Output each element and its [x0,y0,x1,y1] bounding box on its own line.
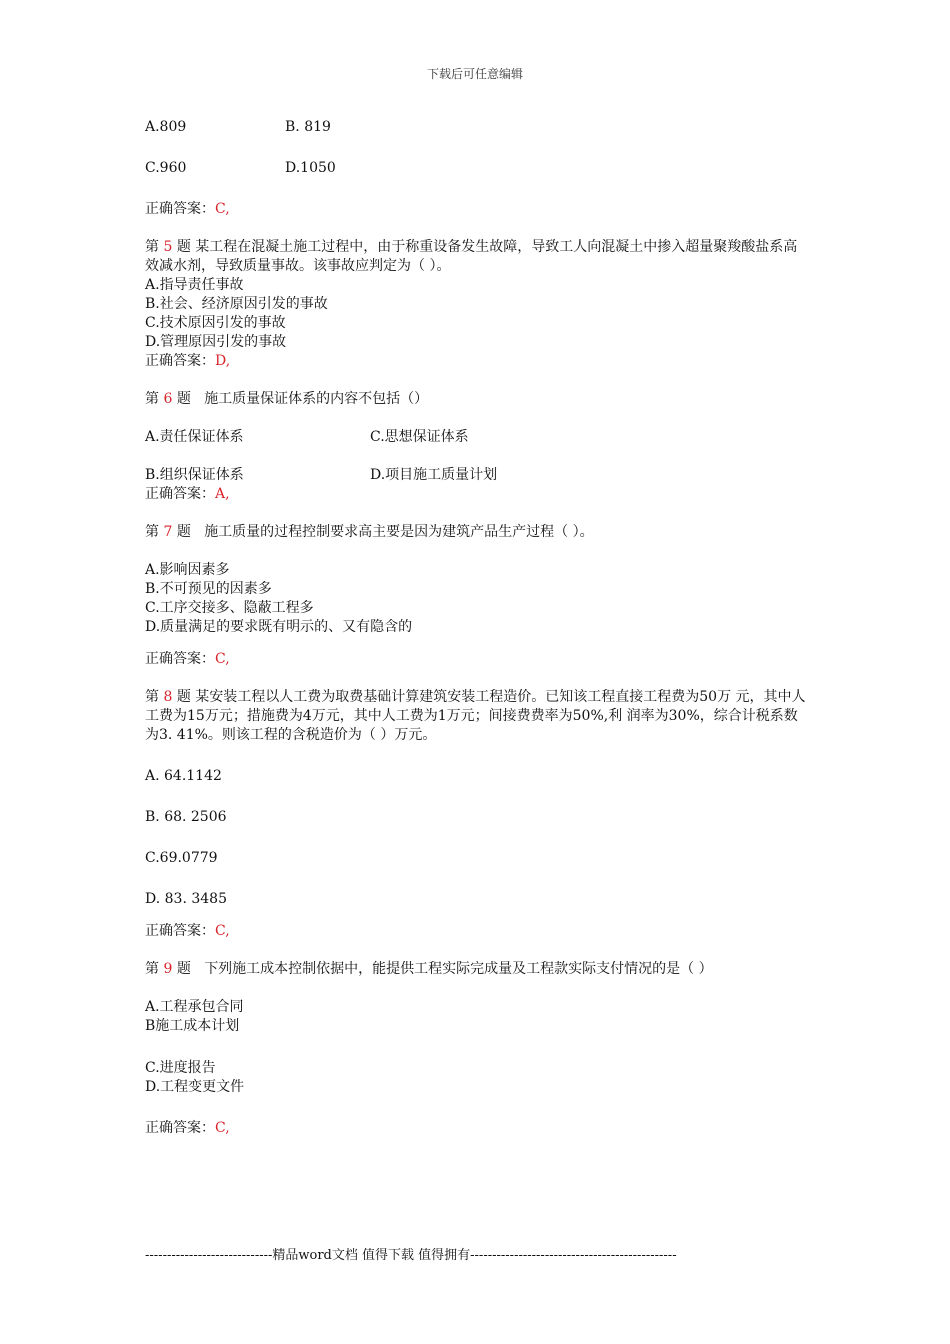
question-text: 下列施工成本控制依据中，能提供工程实际完成量及工程款实际支付情况的是（ ） [204,961,713,977]
page-footer: -----------------------------精品word文档 值得下载 值得拥有----------------------------------------------- [145,1248,677,1263]
option-row [145,466,810,485]
option-d: D.质量满足的要求既有明示的、又有隐含的 [145,619,413,635]
question-5: 第 5 题 某工程在混凝土施工过程中，由于称重设备发生故障，导致工人向混凝土中掺入超量聚羧酸盐系高效减水剂，导致质量事故。该事故应判定为（ ）。 [145,239,798,274]
answer-value: C, [215,923,230,939]
option-c: C.69.0779 [145,850,218,866]
page-header: 下载后可任意编辑 [426,67,523,81]
option-a: A.工程承包合同 [145,999,244,1015]
option-c: C.思想保证体系 [370,429,469,445]
option-d: D.工程变更文件 [145,1079,245,1095]
question-number: 9 [163,961,173,977]
option-row [145,159,810,178]
answer-value: C, [215,201,230,217]
question-6: 第 6 题 施工质量保证体系的内容不包括（） [145,391,429,407]
answer-line: 正确答案：C, [145,1120,230,1136]
question-text: 某安装工程以人工费为取费基础计算建筑安装工程造价。已知该工程直接工程费为50万 元，其中人工费为15万元；措施费为4万元，其中人工费为1万元；间接费费率为50%,利 润率为30%，综合计税系数为3. 41%。则该工程的含税造价为（ ）万元。 [145,689,806,743]
question-number: 8 [163,689,173,705]
question-number: 7 [163,524,173,540]
answer-line: 正确答案：C, [145,201,230,217]
option-c: C.进度报告 [145,1060,216,1076]
answer-value: A, [215,486,230,502]
option-c: C.工序交接多、隐蔽工程多 [145,600,314,616]
answer-line: 正确答案：C, [145,923,230,939]
answer-value: D, [215,353,231,369]
answer-value: C, [215,1120,230,1136]
option-a: A.指导责任事故 [145,277,244,293]
option-c: C.960 [145,160,187,176]
option-d: D.项目施工质量计划 [370,467,498,483]
question-text: 施工质量的过程控制要求高主要是因为建筑产品生产过程（ ）。 [204,524,594,540]
option-d: D.1050 [285,160,336,176]
option-a: A. 64.1142 [145,768,222,784]
option-b: B施工成本计划 [145,1018,240,1034]
question-number: 5 [163,239,173,255]
option-b: B. 819 [285,119,331,135]
option-b: B.社会、经济原因引发的事故 [145,296,328,312]
option-c: C.技术原因引发的事故 [145,315,286,331]
option-d: D. 83. 3485 [145,891,227,907]
question-7: 第 7 题 施工质量的过程控制要求高主要是因为建筑产品生产过程（ ）。 [145,524,594,540]
answer-value: C, [215,651,230,667]
option-b: B.不可预见的因素多 [145,581,272,597]
option-a: A.责任保证体系 [145,429,244,445]
answer-line: 正确答案：C, [145,651,230,667]
question-9: 第 9 题 下列施工成本控制依据中，能提供工程实际完成量及工程款实际支付情况的是（ ） [145,961,713,977]
option-a: A.809 [145,119,187,135]
answer-line: 正确答案：D, [145,353,231,369]
option-row [145,428,810,447]
option-b: B.组织保证体系 [145,467,244,483]
option-a: A.影响因素多 [145,562,230,578]
document-body [145,118,810,1138]
option-row [145,118,810,137]
option-b: B. 68. 2506 [145,809,227,825]
question-8: 第 8 题 某安装工程以人工费为取费基础计算建筑安装工程造价。已知该工程直接工程费为50万 元，其中人工费为15万元；措施费为4万元，其中人工费为1万元；间接费费率为50%,利 润率为30%，综合计税系数为3. 41%。则该工程的含税造价为（ ）万元。 [145,689,806,743]
question-number: 6 [163,391,173,407]
answer-line: 正确答案：A, [145,486,230,502]
option-d: D.管理原因引发的事故 [145,334,287,350]
question-text: 某工程在混凝土施工过程中，由于称重设备发生故障，导致工人向混凝土中掺入超量聚羧酸盐系高效减水剂，导致质量事故。该事故应判定为（ ）。 [145,239,798,274]
question-text: 施工质量保证体系的内容不包括（） [204,391,429,407]
